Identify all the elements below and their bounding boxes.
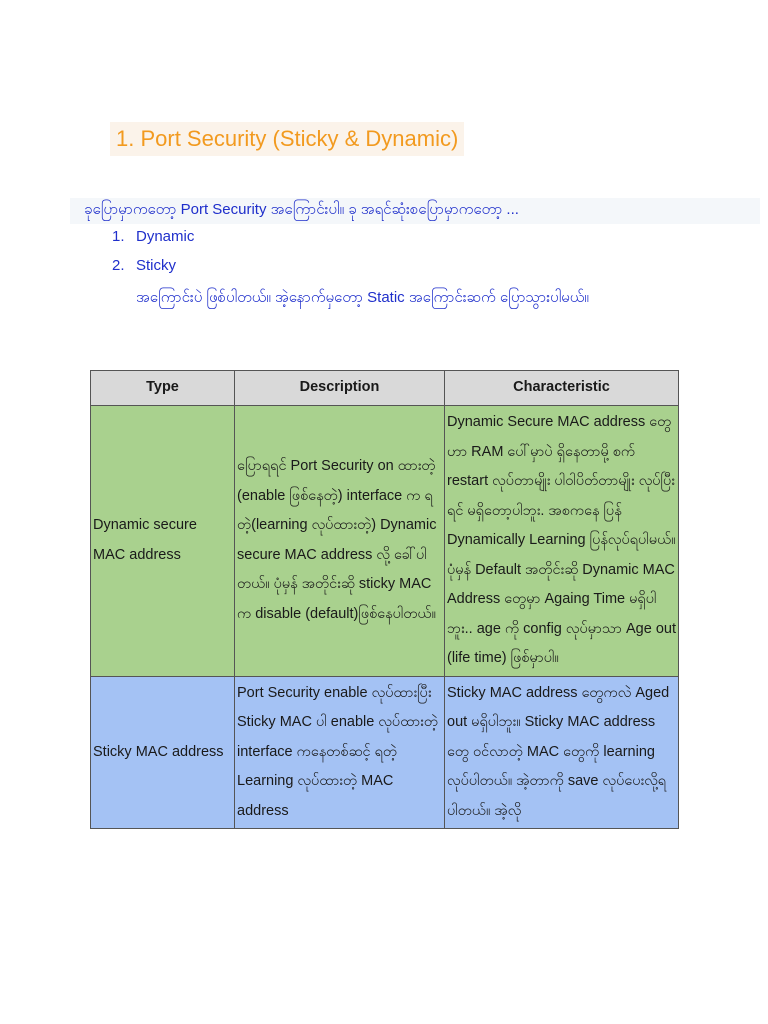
table-row (91, 406, 679, 677)
list-number: 1. (112, 228, 125, 245)
cell-type: Sticky MAC address (91, 676, 235, 829)
cell-description: ပြောရရင် Port Security on ထားတဲ့ (enable ဖြစ်နေတဲ့) interface က ရတဲ့(learning လုပ်ထားတဲ့) Dynamic secure MAC address လို့ ခေါ်ပါတယ်။ ပုံမှန် အတိုင်းဆို sticky MAC က disable (default)ဖြစ်နေပါတယ်။ (235, 406, 445, 677)
table-header-row (91, 371, 679, 406)
cell-characteristic: Sticky MAC address တွေကလဲ Aged out မရှိပါဘူး။ Sticky MAC address တွေ ဝင်လာတဲ့ MAC တွေကို learning လုပ်ပါတယ်။ အဲ့တာကို save လုပ်ပေးလို့ရပါတယ်။ အဲ့လို (445, 676, 679, 829)
list-label: Sticky (136, 257, 177, 274)
column-header-description: Description (235, 371, 445, 406)
list-label: Dynamic (136, 228, 195, 245)
list-item (112, 255, 194, 284)
cell-characteristic: Dynamic Secure MAC address တွေဟာ RAM ပေါ်မှာပဲ ရှိနေတာမို့ စက် restart လုပ်တာမျိုး ပါဝါပိတ်တာမျိုး လုပ်ပြီးရင် မရှိတော့ပါဘူး. အစကနေ ပြန် Dynamically Learning ပြန်လုပ်ရပါမယ်။ ပုံမှန် Default အတိုင်းဆို Dynamic MAC Address တွေမှာ Againg Time မရှိပါဘူး.. age ကို config လုပ်မှာသာ Age out (life time) ဖြစ်မှာပါ။ (445, 406, 679, 677)
cell-description: Port Security enable လုပ်ထားပြီး Sticky MAC ပါ enable လုပ်ထားတဲ့ interface ကနေတစ်ဆင့် ရတဲ့ Learning လုပ်ထားတဲ့ MAC address (235, 676, 445, 829)
mode-list (112, 226, 194, 284)
list-number: 2. (112, 257, 125, 274)
mac-type-table (90, 370, 679, 829)
column-header-characteristic: Characteristic (445, 371, 679, 406)
section-heading: 1. Port Security (Sticky & Dynamic) (110, 122, 464, 156)
follow-up-note: အကြောင်းပဲ ဖြစ်ပါတယ်။ အဲ့နောက်မှတော့ Static အကြောင်းဆက် ပြောသွားပါမယ်။ (136, 289, 589, 306)
table-row (91, 676, 679, 829)
cell-type: Dynamic secure MAC address (91, 406, 235, 677)
column-header-type: Type (91, 371, 235, 406)
list-item (112, 226, 194, 255)
intro-paragraph: ခုပြောမှာကတော့ Port Security အကြောင်းပါ။ ခု အရင်ဆုံးစပြောမှာကတော့ ... (70, 198, 760, 224)
